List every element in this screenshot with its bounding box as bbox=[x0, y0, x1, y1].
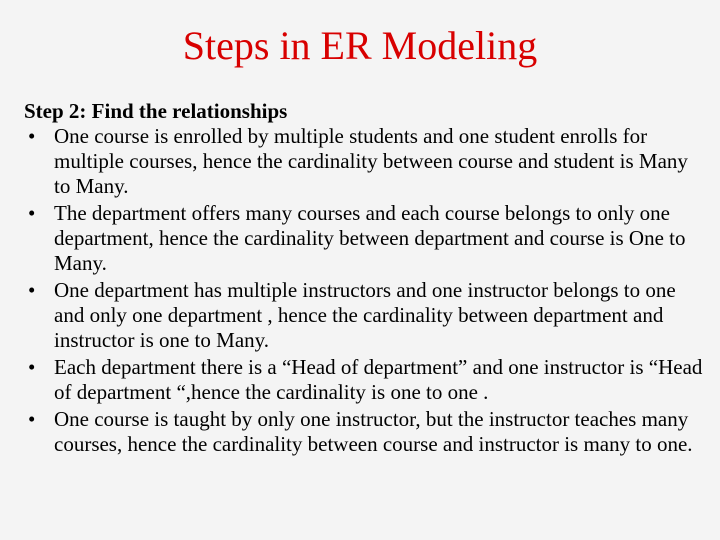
bullet-item bbox=[24, 407, 708, 457]
bullet-icon: • bbox=[28, 355, 36, 379]
slide-content bbox=[24, 99, 708, 459]
bullet-text: One course is taught by only one instructor, but the instructor teaches many courses, hence the cardinality between course and instructor is many to one. bbox=[54, 407, 693, 456]
bullet-text: One department has multiple instructors and one instructor belongs to one and only one department , hence the cardinality between department and instructor is one to Many. bbox=[54, 278, 676, 352]
bullet-item bbox=[24, 201, 708, 276]
bullet-item bbox=[24, 278, 708, 353]
bullet-icon: • bbox=[28, 124, 36, 148]
bullet-list bbox=[24, 124, 708, 457]
bullet-text: One course is enrolled by multiple students and one student enrolls for multiple courses, hence the cardinality between course and student is Many to Many. bbox=[54, 124, 688, 198]
bullet-text: The department offers many courses and each course belongs to only one department, hence the cardinality between department and course is One to Many. bbox=[54, 201, 686, 275]
bullet-item bbox=[24, 124, 708, 199]
bullet-item bbox=[24, 355, 708, 405]
bullet-icon: • bbox=[28, 278, 36, 302]
slide-title: Steps in ER Modeling bbox=[182, 23, 538, 68]
step-heading: Step 2: Find the relationships bbox=[24, 99, 288, 123]
bullet-icon: • bbox=[28, 407, 36, 431]
bullet-icon: • bbox=[28, 201, 36, 225]
bullet-text: Each department there is a “Head of department” and one instructor is “Head of department “,hence the cardinality is one to one . bbox=[54, 355, 703, 404]
